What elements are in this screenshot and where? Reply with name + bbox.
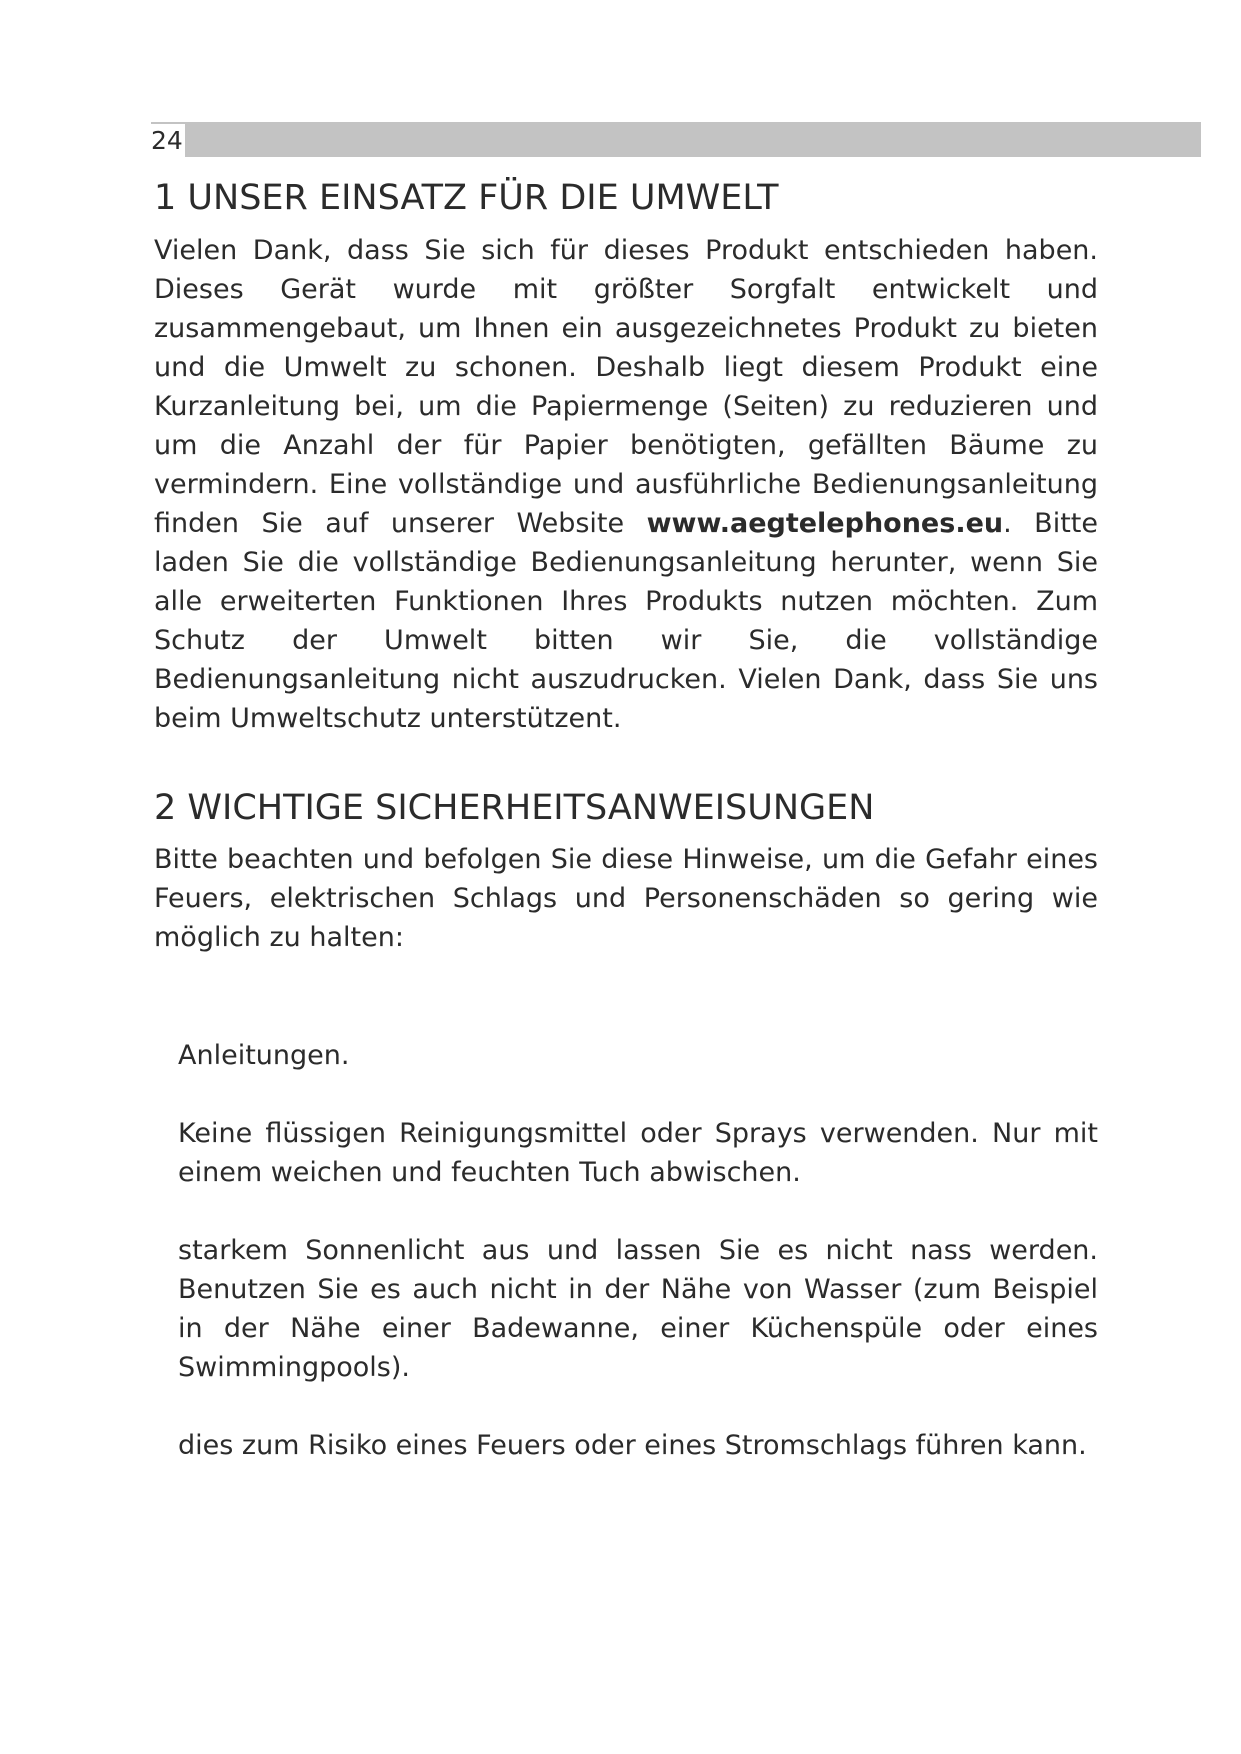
- header-bar: [151, 122, 1201, 157]
- safety-item-4: dies zum Risiko eines Feuers oder eines Stromschlags führen kann.: [178, 1430, 1087, 1461]
- safety-item-1: Anleitungen.: [178, 1040, 350, 1071]
- section-1-text-part-1: Vielen Dank, dass Sie sich für dieses Produkt entschieden haben. Dieses Gerät wurde mit größter Sorgfalt entwickelt und zusammengebaut, um Ihnen ein ausgezeichnetes Produkt zu bieten und die Umwelt zu schonen. Deshalb liegt diesem Produkt eine Kurzanleitung bei, um die Papiermenge (Seiten) zu reduzieren und um die Anzahl der für Papier benötigten, gefällten Bäume zu vermindern. Eine vollständige und ausführliche Bedienungsanleitung finden Sie auf unserer Website: [154, 235, 1098, 539]
- section-1-text-part-2: . Bitte laden Sie die vollständige Bedienungsanleitung herunter, wenn Sie alle erweiterten Funktionen Ihres Produkts nutzen möchten. Zum Schutz der Umwelt bitten wir Sie, die vollständige Bedienungsanleitung nicht auszudrucken. Vielen Dank, dass Sie uns beim Umweltschutz unterstützent.: [154, 508, 1098, 734]
- section-2-title: 2 WICHTIGE SICHERHEITSANWEISUNGEN: [154, 788, 875, 828]
- safety-item-3: starkem Sonnenlicht aus und lassen Sie es nicht nass werden. Benutzen Sie es auch nicht in der Nähe von Wasser (zum Beispiel in der Nähe einer Badewanne, einer Küchenspüle oder eines Swimmingpools).: [178, 1235, 1098, 1383]
- safety-item-2: Keine flüssigen Reinigungsmittel oder Sprays verwenden. Nur mit einem weichen und feuchten Tuch abwischen.: [178, 1118, 1098, 1188]
- section-1-paragraph: [154, 231, 1098, 738]
- section-1-title: 1 UNSER EINSATZ FÜR DIE UMWELT: [154, 178, 779, 218]
- website-link[interactable]: www.aegtelephones.eu: [646, 508, 1004, 539]
- section-2-intro: Bitte beachten und befolgen Sie diese Hinweise, um die Gefahr eines Feuers, elektrischen Schlags und Personenschäden so gering wie möglich zu halten:: [154, 844, 1098, 953]
- page-number: 24: [151, 126, 183, 155]
